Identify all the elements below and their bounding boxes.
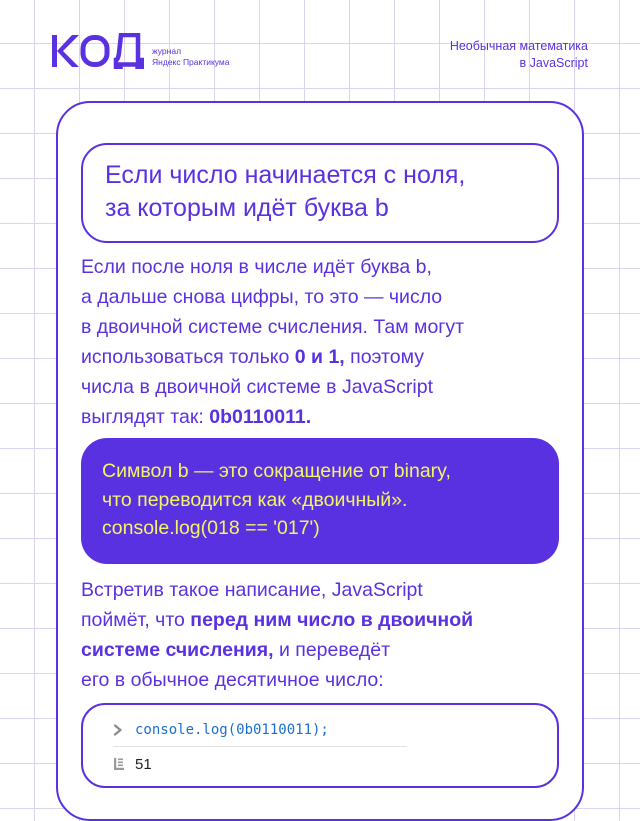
- logo-sub-line: Яндекс Практикума: [152, 57, 230, 67]
- text-span: поэтому: [344, 346, 424, 368]
- paragraph-line: числа в двоичной системе в JavaScript: [81, 376, 433, 398]
- paragraph-line: Если после ноля в числе идёт буква b,: [81, 256, 432, 278]
- bold-text: системе счисления,: [81, 639, 274, 661]
- note-line: console.log(018 == '017'): [102, 517, 320, 539]
- paragraph-line: [81, 402, 559, 432]
- logo-sub-line: журнал: [152, 46, 182, 56]
- bold-text: 0 и 1,: [294, 346, 345, 368]
- console-output-value: 51: [135, 755, 152, 773]
- logo-subtitle: [152, 46, 230, 68]
- return-value-icon: [113, 757, 127, 771]
- bold-text: 0b0110011.: [209, 406, 312, 428]
- note-line: что переводится как «двоичный».: [102, 488, 408, 511]
- paragraph-line: [81, 605, 559, 635]
- console-input-code: console.log(0b0110011);: [135, 722, 329, 738]
- paragraph-binary-explanation: [81, 252, 559, 432]
- topic-line: в JavaScript: [519, 56, 588, 70]
- console-divider: [113, 746, 407, 747]
- bold-text: перед ним число в двоичной: [190, 609, 474, 631]
- console-input-row: [113, 719, 329, 741]
- text-span: использоваться только: [81, 346, 295, 368]
- console-output-row: [113, 753, 152, 775]
- paragraph-line: [81, 635, 559, 665]
- title-line: за которым идёт буква b: [105, 194, 389, 222]
- logo: [52, 30, 144, 72]
- topic-line: Необычная математика: [449, 39, 588, 53]
- logo-kod-icon: [52, 33, 144, 69]
- header: [0, 0, 640, 100]
- title-box: [81, 143, 559, 243]
- paragraph-line: а дальше снова цифры, то это — число: [81, 286, 443, 308]
- paragraph-line: Встретив такое написание, JavaScript: [81, 579, 423, 601]
- note-line: Символ b — это сокращение от binary,: [102, 460, 451, 482]
- text-span: выглядят так:: [81, 406, 210, 428]
- paragraph-line: его в обычное десятичное число:: [81, 669, 384, 691]
- paragraph-conversion: [81, 575, 559, 695]
- text-span: и переведёт: [273, 639, 391, 661]
- chevron-right-icon: [113, 724, 127, 736]
- title-line: Если число начинается с ноля,: [105, 161, 466, 189]
- paragraph-line: в двоичной системе счисления. Там могут: [81, 316, 465, 338]
- console-panel: [81, 703, 559, 788]
- paragraph-line: [81, 342, 559, 372]
- topic-label: [450, 38, 588, 72]
- highlight-note: [81, 438, 559, 564]
- text-span: поймёт, что: [81, 609, 191, 631]
